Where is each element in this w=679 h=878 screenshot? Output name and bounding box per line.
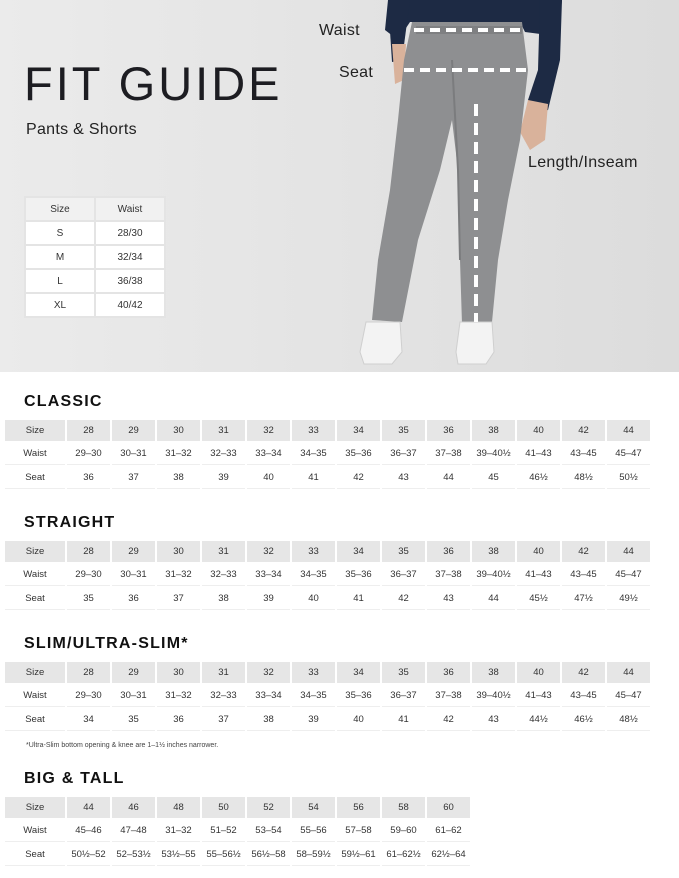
table-row bbox=[26, 246, 164, 268]
table-cell: 30–31 bbox=[112, 685, 155, 707]
page-subtitle: Pants & Shorts bbox=[26, 121, 137, 138]
table-header-cell: Size bbox=[5, 797, 65, 818]
table-cell: 31–32 bbox=[157, 564, 200, 586]
table-header-cell: 30 bbox=[157, 420, 200, 441]
table-header-cell: 44 bbox=[607, 420, 650, 441]
table-cell: 45–47 bbox=[607, 564, 650, 586]
table-header-cell: 35 bbox=[382, 662, 425, 683]
table-cell: 42 bbox=[382, 588, 425, 610]
table-header-row bbox=[5, 541, 650, 562]
table-cell: 55–56 bbox=[292, 820, 335, 842]
table-header-row bbox=[5, 797, 470, 818]
table-cell: 37 bbox=[112, 467, 155, 489]
table-cell: 50½ bbox=[607, 467, 650, 489]
table-cell: 29–30 bbox=[67, 443, 110, 465]
table-header-cell: 32 bbox=[247, 541, 290, 562]
table-header-cell: 30 bbox=[157, 541, 200, 562]
table-header-row bbox=[5, 662, 650, 683]
big-tall-table bbox=[3, 795, 472, 868]
table-cell: 35–36 bbox=[337, 443, 380, 465]
table-cell: 49½ bbox=[607, 588, 650, 610]
table-cell: 40/42 bbox=[96, 294, 164, 316]
table-header-cell: 36 bbox=[427, 541, 470, 562]
table-header-cell: 31 bbox=[202, 662, 245, 683]
table-cell: 40 bbox=[247, 467, 290, 489]
table-cell: 33–34 bbox=[247, 685, 290, 707]
table-cell: 36/38 bbox=[96, 270, 164, 292]
table-header-cell: 44 bbox=[67, 797, 110, 818]
table-cell: 38 bbox=[157, 467, 200, 489]
table-row bbox=[5, 467, 650, 489]
table-header-cell: 46 bbox=[112, 797, 155, 818]
table-header-cell: 33 bbox=[292, 541, 335, 562]
table-cell: 40 bbox=[337, 709, 380, 731]
table-cell: 53–54 bbox=[247, 820, 290, 842]
table-header-cell: 40 bbox=[517, 420, 560, 441]
table-cell: 45½ bbox=[517, 588, 560, 610]
table-cell: 36–37 bbox=[382, 685, 425, 707]
table-cell: 33–34 bbox=[247, 443, 290, 465]
table-header-cell: 28 bbox=[67, 662, 110, 683]
table-cell: 37–38 bbox=[427, 443, 470, 465]
table-cell: 36–37 bbox=[382, 443, 425, 465]
table-cell: Waist bbox=[5, 685, 65, 707]
table-header-cell: 56 bbox=[337, 797, 380, 818]
table-cell: 55–56½ bbox=[202, 844, 245, 866]
table-header-cell: 28 bbox=[67, 541, 110, 562]
table-cell: 47–48 bbox=[112, 820, 155, 842]
table-cell: 35–36 bbox=[337, 685, 380, 707]
table-cell: 42 bbox=[427, 709, 470, 731]
table-cell: 43–45 bbox=[562, 685, 605, 707]
table-cell: 43–45 bbox=[562, 443, 605, 465]
table-cell: 34–35 bbox=[292, 685, 335, 707]
table-row bbox=[5, 709, 650, 731]
page-title: FIT GUIDE bbox=[24, 57, 283, 110]
table-cell: 30–31 bbox=[112, 443, 155, 465]
table-cell: 39 bbox=[292, 709, 335, 731]
table-cell: 32/34 bbox=[96, 246, 164, 268]
table-cell: 51–52 bbox=[202, 820, 245, 842]
table-header-cell: 31 bbox=[202, 541, 245, 562]
table-header-cell: Size bbox=[5, 662, 65, 683]
table-cell: 43 bbox=[382, 467, 425, 489]
table-cell: 39–40½ bbox=[472, 564, 515, 586]
table-header-cell: 32 bbox=[247, 420, 290, 441]
table-cell: 59–60 bbox=[382, 820, 425, 842]
section-title-big-tall: BIG & TALL bbox=[24, 770, 125, 787]
table-header-cell: 42 bbox=[562, 541, 605, 562]
table-cell: Seat bbox=[5, 844, 65, 866]
table-header-cell: 35 bbox=[382, 420, 425, 441]
table-row bbox=[26, 270, 164, 292]
table-cell: 39–40½ bbox=[472, 443, 515, 465]
table-cell: 43 bbox=[427, 588, 470, 610]
table-row bbox=[26, 222, 164, 244]
table-cell: 56½–58 bbox=[247, 844, 290, 866]
table-row bbox=[26, 294, 164, 316]
table-cell: Seat bbox=[5, 709, 65, 731]
table-header-cell: Size bbox=[5, 420, 65, 441]
table-cell: 32–33 bbox=[202, 564, 245, 586]
table-header-cell: 52 bbox=[247, 797, 290, 818]
table-header-cell: Waist bbox=[96, 198, 164, 220]
straight-table bbox=[3, 539, 652, 612]
table-header-cell: 33 bbox=[292, 420, 335, 441]
table-header-cell: 40 bbox=[517, 662, 560, 683]
table-header-cell: 34 bbox=[337, 662, 380, 683]
table-cell: 40 bbox=[292, 588, 335, 610]
seat-label: Seat bbox=[339, 64, 374, 81]
table-header-cell: 54 bbox=[292, 797, 335, 818]
table-cell: 41 bbox=[382, 709, 425, 731]
table-cell: 41 bbox=[337, 588, 380, 610]
table-cell: 44½ bbox=[517, 709, 560, 731]
table-cell: 38 bbox=[247, 709, 290, 731]
table-cell: 30–31 bbox=[112, 564, 155, 586]
table-cell: 61–62 bbox=[427, 820, 470, 842]
table-header-cell: 29 bbox=[112, 662, 155, 683]
classic-table bbox=[3, 418, 652, 491]
table-cell: 47½ bbox=[562, 588, 605, 610]
table-cell: 57–58 bbox=[337, 820, 380, 842]
table-header-cell: 42 bbox=[562, 420, 605, 441]
hero-banner bbox=[0, 0, 679, 372]
table-cell: 37–38 bbox=[427, 564, 470, 586]
table-cell: Waist bbox=[5, 820, 65, 842]
table-cell: 32–33 bbox=[202, 443, 245, 465]
table-cell: 35 bbox=[67, 588, 110, 610]
table-header-cell: 36 bbox=[427, 420, 470, 441]
table-cell: 39 bbox=[202, 467, 245, 489]
table-cell: 61–62½ bbox=[382, 844, 425, 866]
table-cell: 36 bbox=[67, 467, 110, 489]
table-cell: 43 bbox=[472, 709, 515, 731]
table-cell: 46½ bbox=[517, 467, 560, 489]
footnote: *Ultra-Slim bottom opening & knee are 1–1½ inches narrower. bbox=[26, 742, 219, 749]
table-cell: 37 bbox=[202, 709, 245, 731]
table-cell: 36 bbox=[157, 709, 200, 731]
table-cell: 41–43 bbox=[517, 564, 560, 586]
table-cell: Waist bbox=[5, 443, 65, 465]
table-row bbox=[5, 844, 470, 866]
section-title-slim: SLIM/ULTRA-SLIM* bbox=[24, 635, 189, 652]
table-header-row bbox=[26, 198, 164, 220]
table-cell: 48½ bbox=[607, 709, 650, 731]
table-cell: 28/30 bbox=[96, 222, 164, 244]
table-header-cell: 38 bbox=[472, 420, 515, 441]
table-row bbox=[5, 685, 650, 707]
table-cell: 37–38 bbox=[427, 685, 470, 707]
table-header-cell: 30 bbox=[157, 662, 200, 683]
table-cell: 29–30 bbox=[67, 564, 110, 586]
table-cell: 31–32 bbox=[157, 443, 200, 465]
table-cell: 39–40½ bbox=[472, 685, 515, 707]
waist-label: Waist bbox=[319, 22, 360, 39]
table-cell: 59½–61 bbox=[337, 844, 380, 866]
table-header-row bbox=[5, 420, 650, 441]
table-header-cell: 34 bbox=[337, 541, 380, 562]
table-header-cell: 29 bbox=[112, 541, 155, 562]
table-cell: L bbox=[26, 270, 94, 292]
table-cell: 42 bbox=[337, 467, 380, 489]
table-header-cell: 40 bbox=[517, 541, 560, 562]
table-cell: Seat bbox=[5, 588, 65, 610]
table-cell: 34–35 bbox=[292, 443, 335, 465]
table-cell: 52–53½ bbox=[112, 844, 155, 866]
table-row bbox=[5, 820, 470, 842]
table-cell: 38 bbox=[202, 588, 245, 610]
table-cell: 31–32 bbox=[157, 685, 200, 707]
table-header-cell: 58 bbox=[382, 797, 425, 818]
table-header-cell: 28 bbox=[67, 420, 110, 441]
table-cell: 46½ bbox=[562, 709, 605, 731]
table-cell: 29–30 bbox=[67, 685, 110, 707]
table-header-cell: 48 bbox=[157, 797, 200, 818]
table-cell: 34–35 bbox=[292, 564, 335, 586]
table-header-cell: 44 bbox=[607, 541, 650, 562]
section-title-straight: STRAIGHT bbox=[24, 514, 116, 531]
table-cell: 45–47 bbox=[607, 685, 650, 707]
table-cell: 44 bbox=[427, 467, 470, 489]
table-cell: 48½ bbox=[562, 467, 605, 489]
table-cell: 50½–52 bbox=[67, 844, 110, 866]
table-header-cell: 38 bbox=[472, 662, 515, 683]
table-cell: 31–32 bbox=[157, 820, 200, 842]
table-row bbox=[5, 443, 650, 465]
table-cell: 45 bbox=[472, 467, 515, 489]
table-cell: S bbox=[26, 222, 94, 244]
table-header-cell: 50 bbox=[202, 797, 245, 818]
table-cell: XL bbox=[26, 294, 94, 316]
table-cell: 39 bbox=[247, 588, 290, 610]
table-cell: 62½–64 bbox=[427, 844, 470, 866]
table-cell: Waist bbox=[5, 564, 65, 586]
table-cell: 33–34 bbox=[247, 564, 290, 586]
table-cell: 41–43 bbox=[517, 443, 560, 465]
table-cell: 44 bbox=[472, 588, 515, 610]
table-cell: 37 bbox=[157, 588, 200, 610]
table-cell: 43–45 bbox=[562, 564, 605, 586]
table-row bbox=[5, 564, 650, 586]
table-cell: M bbox=[26, 246, 94, 268]
table-header-cell: 35 bbox=[382, 541, 425, 562]
table-cell: 58–59½ bbox=[292, 844, 335, 866]
table-header-cell: 36 bbox=[427, 662, 470, 683]
table-cell: 41–43 bbox=[517, 685, 560, 707]
table-cell: 35–36 bbox=[337, 564, 380, 586]
table-header-cell: 44 bbox=[607, 662, 650, 683]
table-cell: 35 bbox=[112, 709, 155, 731]
table-cell: 45–47 bbox=[607, 443, 650, 465]
table-header-cell: 38 bbox=[472, 541, 515, 562]
table-cell: 41 bbox=[292, 467, 335, 489]
table-cell: Seat bbox=[5, 467, 65, 489]
table-cell: 53½–55 bbox=[157, 844, 200, 866]
length-inseam-label: Length/Inseam bbox=[528, 154, 638, 171]
table-cell: 45–46 bbox=[67, 820, 110, 842]
table-cell: 36–37 bbox=[382, 564, 425, 586]
slim-table bbox=[3, 660, 652, 733]
table-header-cell: 31 bbox=[202, 420, 245, 441]
table-header-cell: 60 bbox=[427, 797, 470, 818]
table-cell: 36 bbox=[112, 588, 155, 610]
table-row bbox=[5, 588, 650, 610]
table-header-cell: 29 bbox=[112, 420, 155, 441]
table-header-cell: Size bbox=[26, 198, 94, 220]
table-cell: 32–33 bbox=[202, 685, 245, 707]
table-cell: 34 bbox=[67, 709, 110, 731]
table-header-cell: 33 bbox=[292, 662, 335, 683]
table-header-cell: Size bbox=[5, 541, 65, 562]
table-header-cell: 42 bbox=[562, 662, 605, 683]
section-title-classic: CLASSIC bbox=[24, 393, 103, 410]
table-header-cell: 32 bbox=[247, 662, 290, 683]
table-header-cell: 34 bbox=[337, 420, 380, 441]
size-waist-table bbox=[24, 196, 166, 318]
